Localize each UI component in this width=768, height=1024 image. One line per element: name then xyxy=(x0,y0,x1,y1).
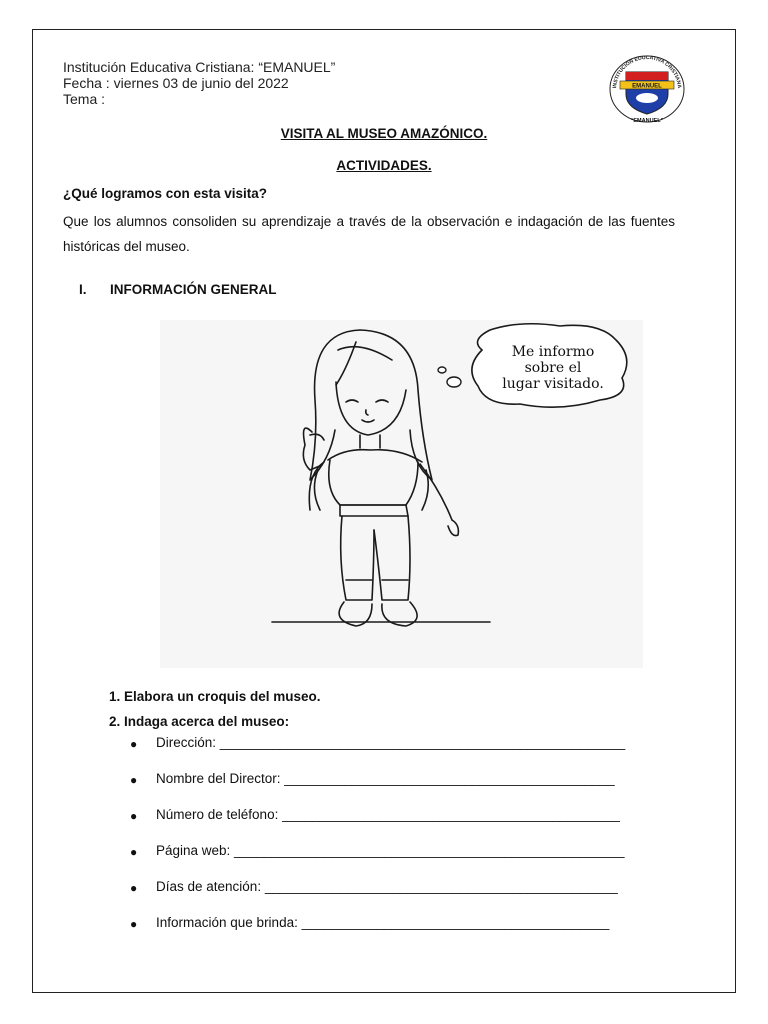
activity-list xyxy=(109,684,321,734)
field-label: Información que brinda: _________________________________________ xyxy=(156,915,610,930)
section-title: INFORMACIÓN GENERAL xyxy=(110,282,277,297)
institution-line: Institución Educativa Cristiana: “EMANUEL” xyxy=(63,59,336,75)
date-line: Fecha : viernes 03 de junio del 2022 xyxy=(63,75,289,91)
speech-line-2: sobre el xyxy=(524,360,582,376)
bullet-icon: ● xyxy=(130,845,138,859)
page-subtitle: ACTIVIDADES. xyxy=(336,158,432,173)
field-label: Días de atención: _______________________________________________ xyxy=(156,879,618,894)
speech-line-1: Me informo xyxy=(511,344,595,360)
section-heading xyxy=(79,282,277,297)
girl-illustration xyxy=(160,320,643,668)
logo-bottom-text: “EMANUEL” xyxy=(630,118,664,124)
question-heading: ¿Qué logramos con esta visita? xyxy=(63,186,268,201)
field-label: Número de teléfono: _____________________________________________ xyxy=(156,807,620,822)
objective-paragraph: Que los alumnos consoliden su aprendizaje a través de la observación e indagación de las fuentes históricas del museo. xyxy=(63,214,675,254)
speech-line-3: lugar visitado. xyxy=(502,376,604,392)
field-label: Página web: ____________________________________________________ xyxy=(156,843,625,858)
topic-line: Tema : xyxy=(63,91,106,107)
school-logo xyxy=(606,50,688,126)
field-label: Nombre del Director: ____________________________________________ xyxy=(156,771,615,786)
page-title: VISITA AL MUSEO AMAZÓNICO. xyxy=(280,126,488,141)
logo-arc-text: INSTITUCIÓN EDUCATIVA CRISTIANA xyxy=(612,54,682,89)
field-label: Dirección: ______________________________________________________ xyxy=(156,735,626,750)
bullet-icon: ● xyxy=(130,737,138,751)
bullet-icon: ● xyxy=(130,809,138,823)
logo-banner-text: EMANUEL xyxy=(632,83,662,90)
section-number: I. xyxy=(79,282,87,297)
bullet-icon: ● xyxy=(130,917,138,931)
activity-item: 1. Elabora un croquis del museo. xyxy=(109,689,321,704)
document-header xyxy=(63,59,335,107)
activity-item: 2. Indaga acerca del museo: xyxy=(109,714,290,729)
bullet-icon: ● xyxy=(130,881,138,895)
bullet-icon: ● xyxy=(130,773,138,787)
